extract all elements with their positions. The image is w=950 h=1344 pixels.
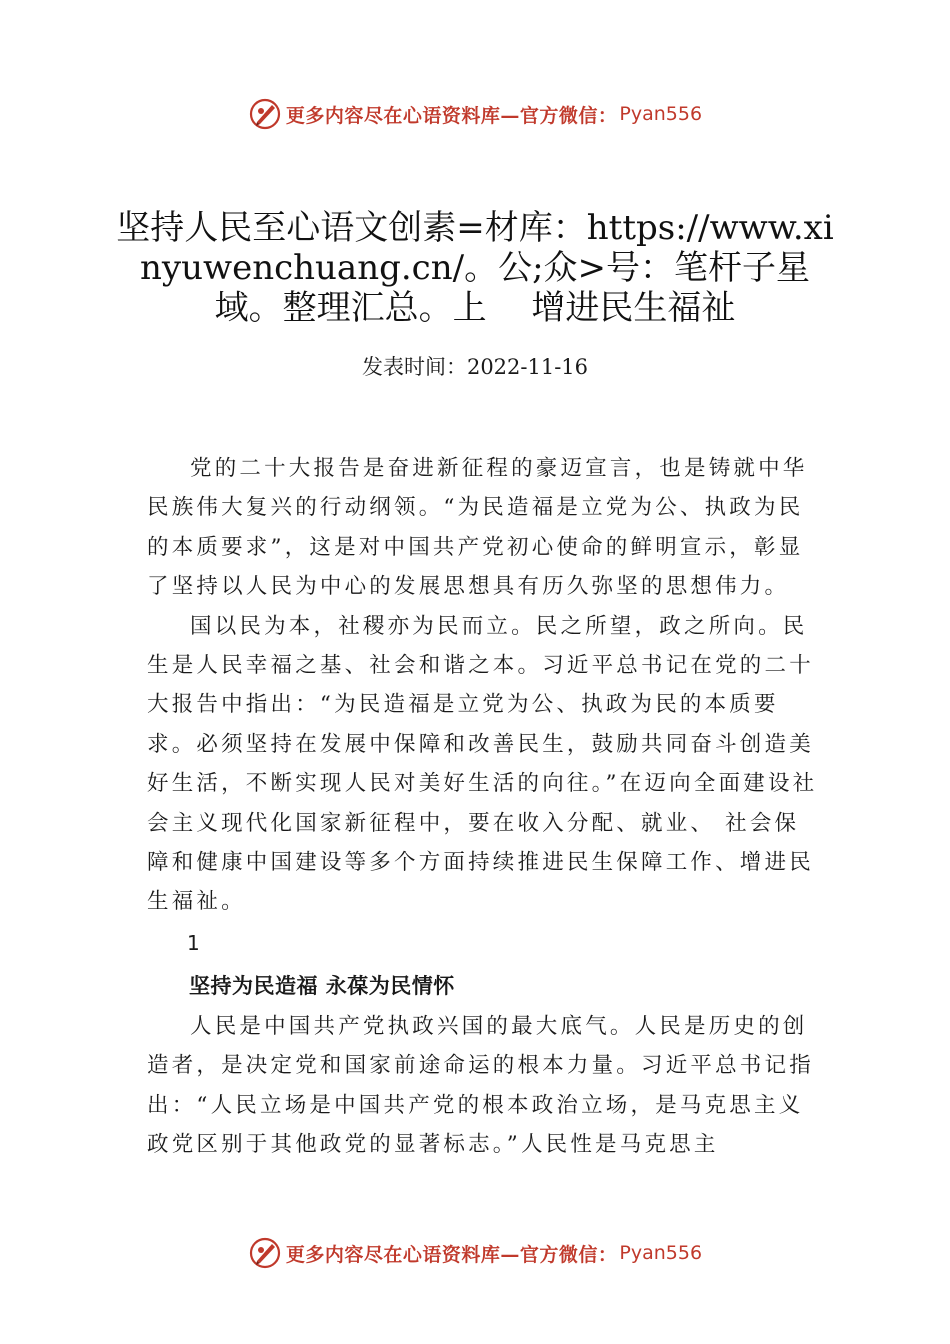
section-number: 1 (187, 930, 203, 955)
section-paragraph: 人民是中国共产党执政兴国的最大底气。人民是历史的创造者，是决定党和国家前途命运的根本力量。习近平总书记指出：“人民立场是中国共产党的根本政治立场，是马克思主义政党区别于其他政党的显著标志。”人民性是马克思主 (147, 1013, 814, 1158)
section-heading: 坚持为民造福 永葆为民情怀 (189, 973, 455, 998)
article-body (147, 449, 823, 1165)
footer-banner-text: 更多内容尽在心语资料库—官方微信： (285, 1243, 618, 1266)
header-banner-text: 更多内容尽在心语资料库—官方微信： (285, 104, 618, 127)
publish-time: 发表时间：2022-11-16 (361, 355, 589, 379)
paragraph-2: 国以民为本，社稷亦为民而立。民之所望，政之所向。民生是人民幸福之基、社会和谐之本。习近平总书记在党的二十大报告中指出：“为民造福是立党为公、执政为民的本质要求。必须坚持在发展中保障和改善民生，鼓励共同奋斗创造美好生活，不断实现人民对美好生活的向往。”在迈向全面建设社会主义现代化国家新征程中，要在收入分配、就业、 社会保障和健康中国建设等多个方面持续推进民生保障工作、增进民生福祉。 (147, 613, 818, 915)
footer-banner-contact: Pyan556 (619, 1242, 703, 1264)
document-title: 坚持人民至心语文创素=材库：https://www.xinyuwenchuang.cn/。公;众>号：笔杆子星域。整理汇总。上 增进民生福祉 (116, 208, 834, 328)
pen-logo-icon (248, 97, 282, 131)
header-banner-contact: Pyan556 (619, 103, 703, 125)
paragraph-1: 党的二十大报告是奋进新征程的豪迈宣言，也是铸就中华民族伟大复兴的行动纲领。“为民造福是立党为公、执政为民的本质要求”，这是对中国共产党初心使命的鲜明宣示，彰显了坚持以人民为中心的发展思想具有历久弥坚的思想伟力。 (147, 456, 808, 600)
footer-banner (0, 1233, 950, 1273)
pen-logo-icon (248, 1236, 282, 1270)
header-banner (0, 94, 950, 134)
